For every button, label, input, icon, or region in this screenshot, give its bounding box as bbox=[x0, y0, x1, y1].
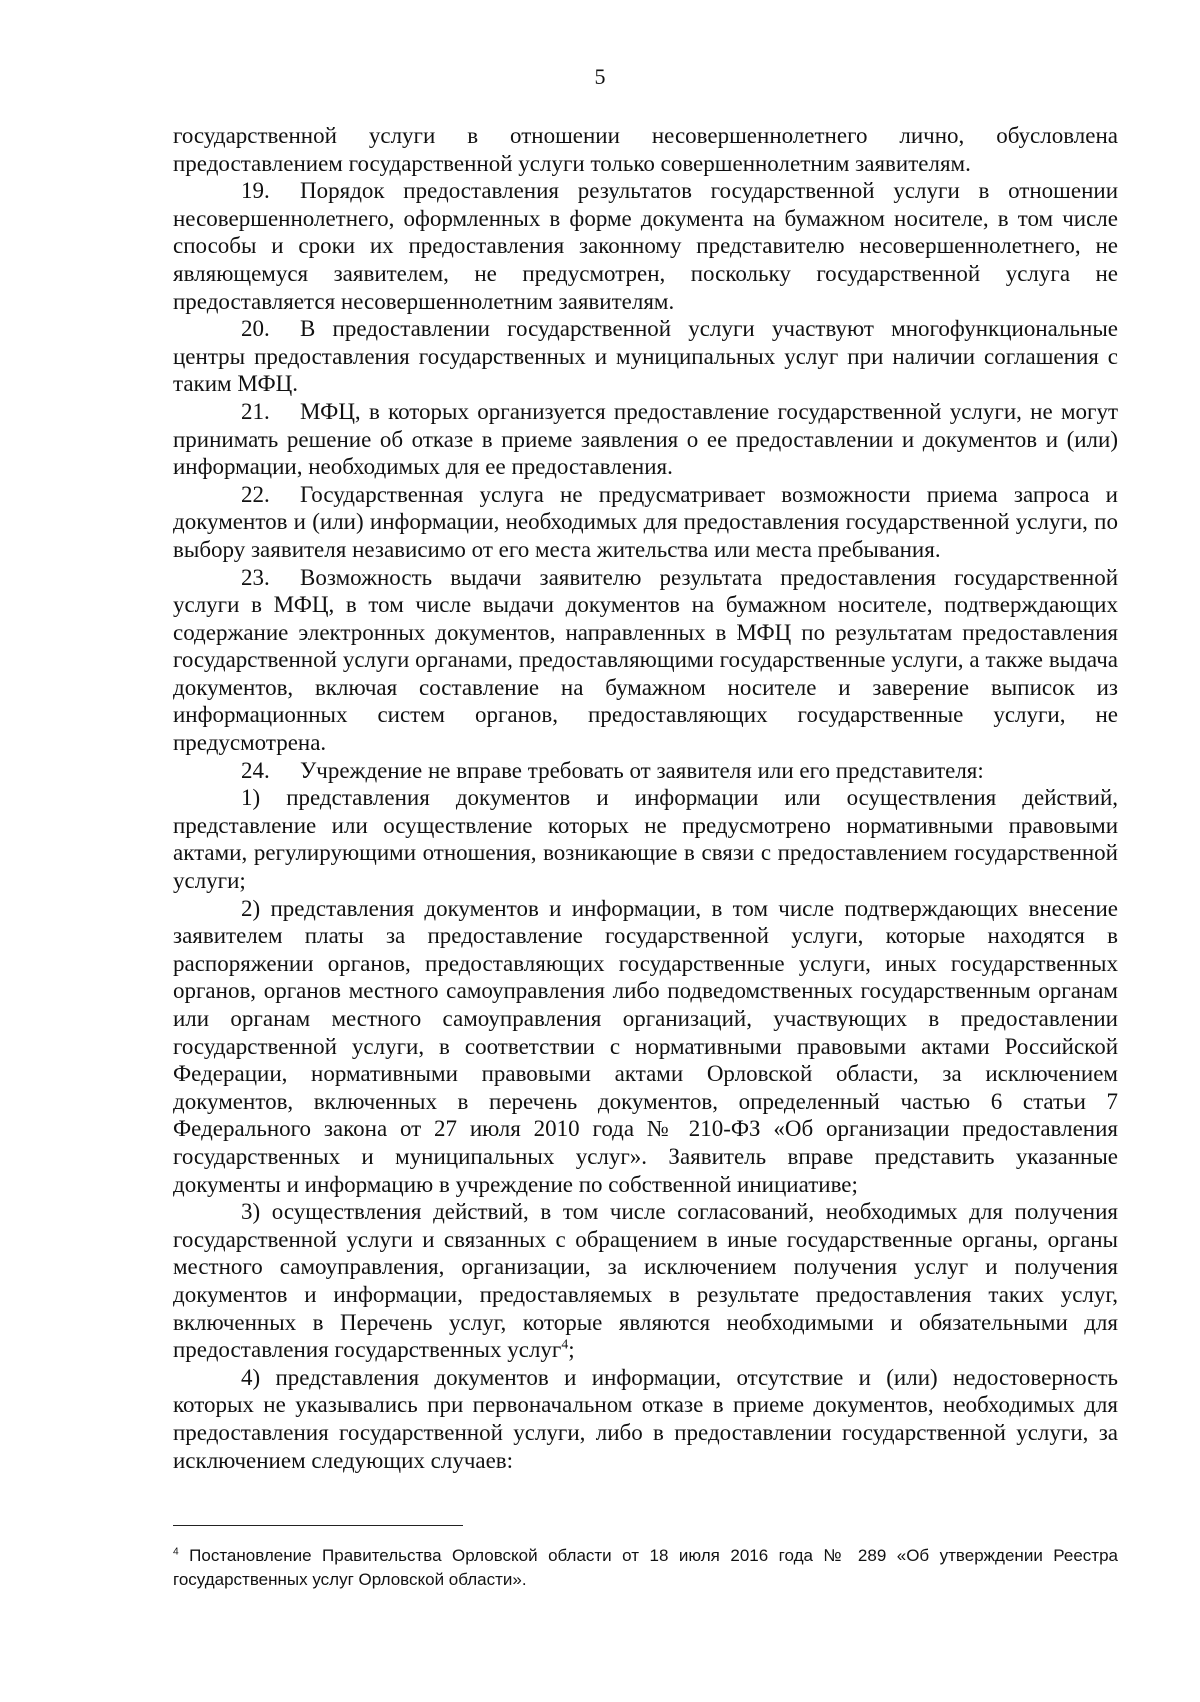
paragraph-text: Государственная услуга не предусматривает возможности приема запроса и документов и (или) информации, необходимых для предоставления государственной услуги, по выбору заявителя независимо от его места жительства или места пребывания. bbox=[173, 481, 1118, 562]
paragraph-text: В предоставлении государственной услуги участвуют многофункциональные центры предоставления государственных и муниципальных услуг при наличии соглашения с таким МФЦ. bbox=[173, 316, 1118, 397]
list-item-3 bbox=[173, 1198, 1118, 1364]
paragraph-23 bbox=[173, 564, 1118, 757]
paragraph-22 bbox=[173, 481, 1118, 564]
footnote bbox=[173, 1544, 1118, 1592]
paragraph-21 bbox=[173, 398, 1118, 481]
paragraph-number: 19. bbox=[241, 178, 270, 204]
page-number: 5 bbox=[594, 64, 606, 89]
paragraph-text: 4) представления документов и информации, отсутствие и (или) недостоверность которых не указывались при первоначальном отказе в приеме документов, необходимых для предоставления государственной услуги, либо в предоставлении государственной услуги, за исключением следующих случаев: bbox=[173, 1364, 1118, 1473]
paragraph-number: 23. bbox=[241, 564, 270, 590]
paragraph-text: Порядок предоставления результатов государственной услуги в отношении несовершеннолетнего, оформленных в форме документа на бумажном носителе, в том числе способы и сроки их предоставления законному представителю несовершеннолетнего, не являющемуся заявителем, не предусмотрен, поскольку государственной услуга не предоставляется несовершеннолетним заявителям. bbox=[173, 178, 1118, 314]
paragraph-number: 24. bbox=[241, 757, 270, 783]
paragraph-number: 21. bbox=[241, 398, 270, 424]
paragraph-text: Возможность выдачи заявителю результата предоставления государственной услуги в МФЦ, в том числе выдачи документов на бумажном носителе, подтверждающих содержание электронных документов, направленных в МФЦ по результатам предоставления государственной услуги органами, предоставляющими государственные услуги, а также выдача документов, включая составление на бумажном носителе и заверение выписок из информационных систем органов, предоставляющих государственные услуги, не предусмотрена. bbox=[173, 564, 1118, 756]
paragraph-20 bbox=[173, 315, 1118, 398]
document-body bbox=[173, 122, 1118, 1474]
paragraph-19 bbox=[173, 177, 1118, 315]
paragraph-text: МФЦ, в которых организуется предоставление государственной услуги, не могут принимать решение об отказе в приеме заявления о ее предоставлении и документов и (или) информации, необходимых для ее предоставления. bbox=[173, 398, 1118, 480]
footnote-reference: 4 bbox=[561, 1336, 569, 1352]
paragraph-number: 22. bbox=[241, 481, 270, 507]
list-item-1 bbox=[173, 784, 1118, 894]
list-item-4 bbox=[173, 1364, 1118, 1474]
paragraph-number: 20. bbox=[241, 316, 270, 342]
paragraph-24 bbox=[173, 757, 1118, 785]
paragraph-tail: ; bbox=[568, 1337, 575, 1363]
footnote-divider bbox=[173, 1525, 463, 1526]
paragraph-text: государственной услуги в отношении несовершеннолетнего лично, обусловлена предоставлением государственной услуги только совершеннолетним заявителям. bbox=[173, 123, 1118, 176]
paragraph-continuation bbox=[173, 122, 1118, 177]
paragraph-text: 3) осуществления действий, в том числе согласований, необходимых для получения государственной услуги и связанных с обращением в иные государственные органы, органы местного самоуправления, организации, за исключением получения услуг и получения документов и информации, предоставляемых в результате предоставления таких услуг, включенных в Перечень услуг, которые являются необходимыми и обязательными для предоставления государственных услуг bbox=[173, 1199, 1118, 1363]
footnote-marker: 4 bbox=[173, 1546, 179, 1558]
footnote-text: Постановление Правительства Орловской области от 18 июля 2016 года № 289 «Об утверждении Реестра государственных услуг Орловской области». bbox=[173, 1546, 1118, 1589]
paragraph-text: Учреждение не вправе требовать от заявителя или его представителя: bbox=[300, 757, 984, 783]
list-item-2 bbox=[173, 895, 1118, 1199]
paragraph-text: 1) представления документов и информации или осуществления действий, представление или осуществление которых не предусмотрено нормативными правовыми актами, регулирующими отношения, возникающие в связи с предоставлением государственной услуги; bbox=[173, 785, 1118, 894]
paragraph-text: 2) представления документов и информации, в том числе подтверждающих внесение заявителем платы за предоставление государственной услуги, которые находятся в распоряжении органов, предоставляющих государственные услуги, иных государственных органов, органов местного самоуправления либо подведомственных государственным органам или органам местного самоуправления организаций, участвующих в предоставлении государственной услуги, в соответствии с нормативными правовыми актами Российской Федерации, нормативными правовыми актами Орловской области, за исключением документов, включенных в перечень документов, определенный частью 6 статьи 7 Федерального закона от 27 июля 2010 года № 210-ФЗ «Об организации предоставления государственных и муниципальных услуг». Заявитель вправе представить указанные документы и информацию в учреждение по собственной инициативе; bbox=[173, 895, 1118, 1197]
